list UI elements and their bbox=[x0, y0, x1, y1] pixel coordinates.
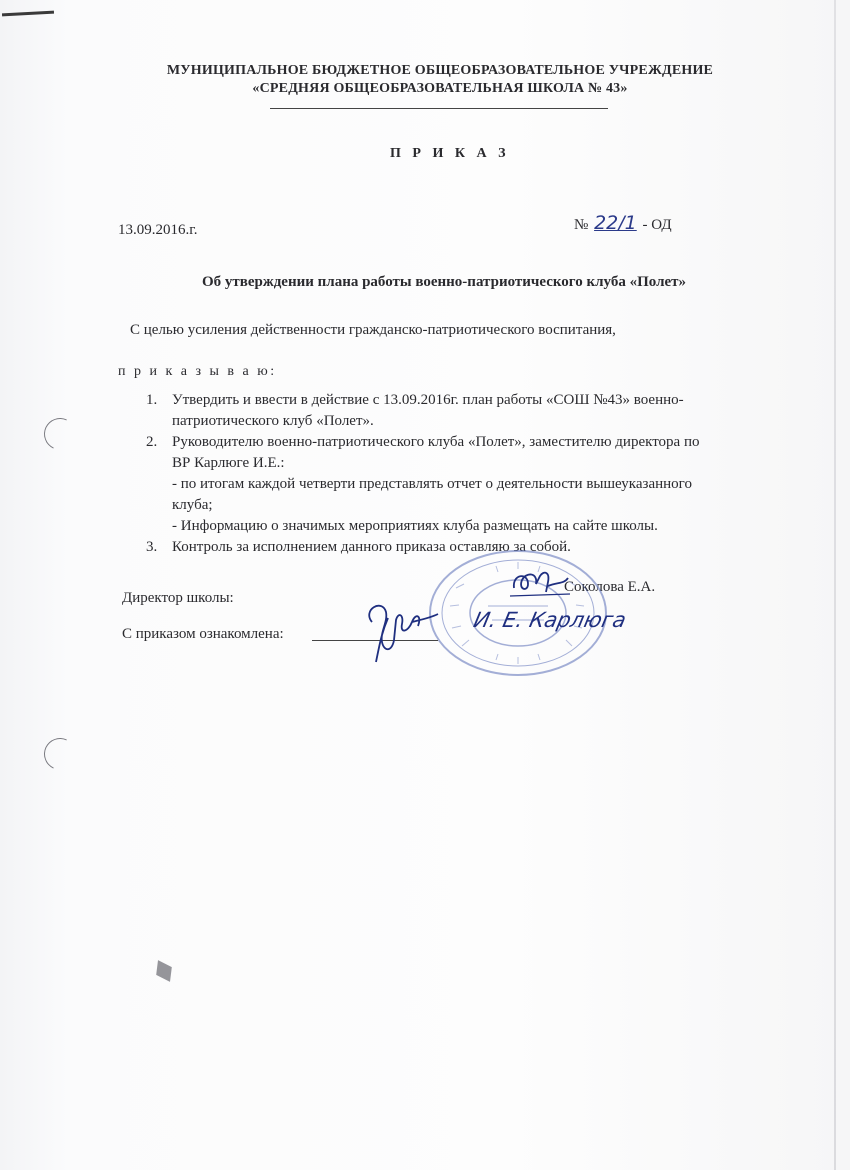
punch-hole-mark bbox=[39, 413, 80, 454]
item-number: 1. bbox=[146, 392, 158, 408]
acknowledgement-label: С приказом ознакомлена: bbox=[122, 626, 284, 642]
order-item bbox=[146, 390, 758, 432]
document-type: П Р И К А З bbox=[390, 146, 510, 161]
item-line: Руководителю военно-патриотического клуба «Полет», заместителю директора по bbox=[172, 434, 700, 450]
employee-signature bbox=[352, 592, 440, 666]
number-handwritten: 22/1 bbox=[594, 212, 637, 234]
order-date: 13.09.2016.г. bbox=[118, 222, 198, 238]
order-title: Об утверждении плана работы военно-патриотического клуба «Полет» bbox=[201, 274, 687, 290]
order-items bbox=[146, 390, 758, 558]
scan-edge-shadow bbox=[834, 0, 836, 1170]
director-name: Соколова Е.А. bbox=[564, 579, 656, 595]
item-line: ВР Карлюге И.Е.: bbox=[172, 455, 285, 471]
director-signature bbox=[508, 566, 572, 600]
punch-hole-mark bbox=[39, 733, 80, 774]
scan-speck bbox=[156, 960, 172, 982]
item-number: 2. bbox=[146, 434, 158, 450]
item-line: Контроль за исполнением данного приказа оставляю за собой. bbox=[172, 539, 571, 555]
number-suffix: - ОД bbox=[642, 217, 672, 233]
item-line: - по итогам каждой четверти представлять отчет о деятельности вышеуказанного bbox=[172, 476, 692, 492]
order-word: п р и к а з ы в а ю: bbox=[118, 364, 277, 379]
item-line: клуба; bbox=[172, 497, 213, 513]
order-number bbox=[574, 212, 672, 234]
item-line: Утвердить и ввести в действие с 13.09.2016г. план работы «СОШ №43» военно- bbox=[172, 392, 684, 408]
institution-line-1: МУНИЦИПАЛЬНОЕ БЮДЖЕТНОЕ ОБЩЕОБРАЗОВАТЕЛЬНОЕ УЧРЕЖДЕНИЕ bbox=[166, 63, 714, 78]
number-prefix: № bbox=[574, 217, 589, 233]
institution-line-2: «СРЕДНЯЯ ОБЩЕОБРАЗОВАТЕЛЬНАЯ ШКОЛА № 43» bbox=[252, 81, 628, 96]
item-number: 3. bbox=[146, 539, 158, 555]
item-line: патриотического клуб «Полет». bbox=[172, 413, 374, 429]
preamble: С целью усиления действенности гражданско-патриотического воспитания, bbox=[130, 322, 616, 338]
scan-edge-mark bbox=[2, 11, 54, 17]
institution-header bbox=[140, 62, 740, 98]
item-line: - Информацию о значимых мероприятиях клуба размещать на сайте школы. bbox=[172, 518, 658, 534]
order-item bbox=[146, 432, 758, 537]
header-rule bbox=[270, 108, 608, 109]
director-label: Директор школы: bbox=[122, 590, 234, 606]
employee-handwritten-name: И. Е. Карлюга bbox=[471, 608, 629, 632]
